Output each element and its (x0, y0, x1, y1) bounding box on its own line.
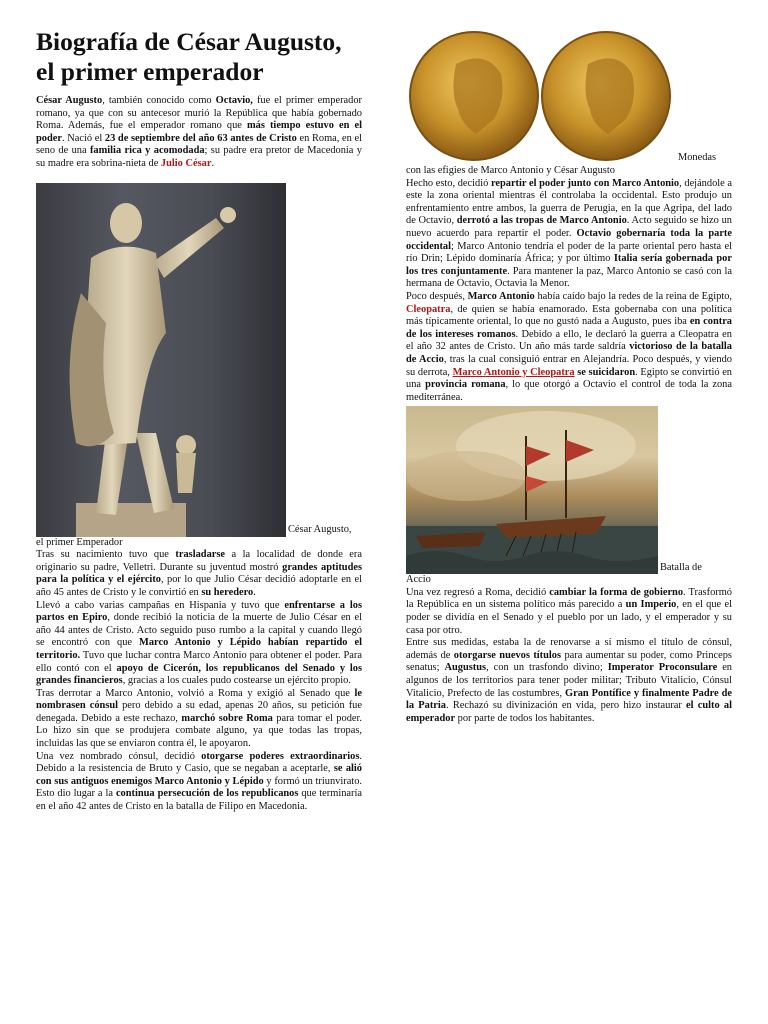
text-run: a la localidad de donde era originario su padre, Velletri. Durante su juventud mostró (36, 549, 362, 573)
bold-text: 23 de septiembre del año 63 antes de Cristo (104, 132, 297, 144)
bold-text: victorioso de la batalla de Accio (406, 341, 732, 365)
text-run: Una vez regresó a Roma, decidió (406, 586, 550, 598)
text-run: . Rechazó su divinización en vida, pero hizo instaurar (446, 700, 687, 712)
bold-text: en contra de los intereses romanos (406, 316, 732, 340)
bold-text: otorgarse nuevos títulos (453, 649, 562, 661)
text-run: . (211, 157, 215, 169)
text-run: Entre sus medidas, estaba la de renovarse a sí mismo el título de cónsul, además de (406, 637, 732, 661)
bold-text: Marco Antonio (467, 290, 535, 302)
bold-text: Gran Pontífice y finalmente Padre de la Patria (406, 687, 732, 712)
statue-figure (36, 183, 362, 537)
coins-caption: Monedas (678, 152, 717, 164)
text-run: Hecho esto, decidió (406, 177, 491, 189)
bold-text: su heredero (201, 586, 254, 598)
text-run: ; Marco Antonio tendría el poder de la parte oriental pero hasta el río Drin; Lépido dominaría África; y por último (406, 240, 732, 265)
right-paragraph-2 (406, 291, 732, 404)
text-run: Llevó a cabo varias campañas en Hispania y tuvo que (36, 599, 285, 611)
bold-text: repartir el poder junto con Marco Antonio (490, 177, 680, 189)
right-paragraph-3 (406, 587, 732, 637)
bold-text: derrotó a las tropas de Marco Antonio (456, 215, 627, 227)
text-run: . Acto seguido se hizo un nuevo acuerdo para repartir el poder. (406, 215, 732, 239)
text-run: para aumentar su poder, como Princeps senatus; (406, 649, 732, 674)
text-run: fue el primer emperador romano, ya que con su antecesor murió la República que había gobernado Roma. Además, fue el emperador romano que (36, 95, 362, 132)
right-paragraph-1 (406, 178, 732, 291)
left-paragraph-3 (36, 688, 362, 751)
coins-figure (406, 24, 732, 165)
bold-text: más tiempo estuvo en el poder (36, 120, 362, 144)
text-run: Tuvo que luchar contra Marco Antonio para obtener el poder. Para ello contó con el (36, 649, 362, 674)
bold-text: continua persecución de los republicanos (115, 788, 299, 800)
text-run: había caído bajo la redes de la reina de Egipto, (534, 290, 732, 302)
battle-caption-line: Accio (406, 574, 431, 586)
battle-figure (406, 406, 732, 574)
bold-text: Octavio, (215, 95, 253, 106)
text-run: por parte de todos los habitantes. (455, 712, 595, 724)
bold-text: trasladarse (175, 549, 226, 561)
text-run: , gracias a los cuales pudo costearse un ejército propio. (122, 675, 351, 687)
text-run: en Roma, en el seno de una (36, 132, 362, 157)
text-run: , por lo que Julio César decidió adoptarle en el año 45 antes de Cristo y le convirtió en (36, 574, 362, 598)
inline-link[interactable]: Marco Antonio y Cleopatra (452, 366, 575, 378)
text-run: que terminaría en el año 42 antes de Cristo en la batalla de Filipo en Macedonia. (36, 788, 362, 813)
left-paragraph-4 (36, 751, 362, 814)
text-run: . Para mantener la paz, Marco Antonio se casó con la hermana de Octavio, Octavia la Menor. (406, 265, 732, 290)
text-run: en algunos de los territorios para tener poder militar; Tributo Vitalicio, Cónsul Vitalicio, Prefecto de las costumbres, (406, 662, 733, 699)
bold-text: cambiar la forma de gobierno (549, 586, 684, 598)
bold-text: Imperator Proconsulare (607, 662, 718, 674)
text-run: Tras derrotar a Marco Antonio, volvió a Roma y exigió al Senado que (36, 687, 355, 699)
text-run: . Debido a ello, le declaró la guerra a Cleopatra en el año 32 antes de Cristo. Un año más tarde saldría (406, 328, 732, 353)
text-run: , en el que el poder se dividía en el Senado y el pueblo por un lado, y el emperador y su casa por otro. (406, 599, 732, 636)
text-run: pero debido a su edad, apenas 20 años, su petición fue denegada. Debido a este rechazo, (36, 700, 362, 724)
bold-text: marchó sobre Roma (181, 712, 273, 724)
bold-text: familia rica y acomodada (89, 145, 205, 157)
augustus-statue-image (36, 183, 286, 537)
bold-text: el culto al emperador (406, 700, 732, 724)
right-column (406, 24, 732, 725)
text-run: , también conocido como (102, 95, 216, 106)
text-run: . (253, 586, 256, 598)
coins-caption-line: con las efigies de Marco Antonio y César Augusto (406, 165, 615, 176)
bold-text: se suicidaron (577, 366, 636, 378)
intro-paragraph (36, 95, 362, 171)
text-run: . Trasformó la República en un sistema político más parecido a (406, 586, 732, 611)
bold-text: César Augusto (36, 95, 103, 106)
coins-image (406, 24, 674, 165)
text-run: Poco después, (406, 290, 468, 302)
bold-text: otorgarse poderes extraordinarios (201, 750, 360, 762)
left-column (36, 0, 362, 814)
bold-text: Cleopatra (406, 303, 451, 315)
statue-caption: César Augusto, (288, 523, 352, 535)
bold-text: grandes aptitudes para la política y el ejército (36, 561, 362, 586)
text-run: Tras su nacimiento tuvo que (36, 549, 176, 561)
text-run: . Egipto se convirtió en una (406, 366, 732, 391)
text-run: , dejándole a este la zona oriental mientras él controlaba la occidental. Esto produjo un enfrentamiento entre ambos, la guerra de Perugia, en la que Agripa, del lado de Octavio, (406, 177, 733, 227)
text-run: ; su padre era pretor de Macedonia y su madre era sobrina-nieta de (36, 145, 362, 169)
bold-text: provincia romana (425, 379, 506, 391)
bold-text: un Imperio (625, 599, 677, 611)
text-run: , tras la cual consiguió entrar en Alejandría. Poco después, y viendo su derrota, (406, 353, 732, 378)
text-run: , donde recibió la noticia de la muerte de Julio César en el año 44 antes de Cristo. Acto seguido puso rumbo a la capital y cuando llegó se encontró con que (36, 612, 362, 649)
battle-caption: Batalla de (660, 561, 702, 573)
battle-of-actium-image (406, 406, 658, 574)
text-run: , de quien se había enamorado. Esta gobernaba con una política más típicamente oriental, lo que no gustó nada a Augusto, pues iba (406, 303, 732, 328)
bold-text: Augustus (444, 662, 487, 674)
text-run: , con un trasfondo divino; (486, 662, 608, 674)
text-run: para tomar el poder. Lo hizo sin que se produjera combate alguno, ya que todas las tropas, incluidas las que se enviaron contra él, le apoyaron. (36, 712, 362, 750)
bold-text: Octavio gobernaría toda la parte occidental (406, 227, 732, 252)
statue-caption-line: el primer Emperador (36, 536, 123, 548)
text-run: Una vez nombrado cónsul, decidió (36, 750, 202, 762)
bold-text: le nombrasen cónsul (36, 687, 362, 712)
text-run: y formó un triunvirato. Esto dio lugar a la (36, 775, 362, 800)
text-run: . Debido a la resistencia de Bruto y Casio, que se negaban a aceptarle, (36, 750, 362, 775)
left-paragraph-1 (36, 549, 362, 599)
left-paragraph-2 (36, 600, 362, 688)
bold-text: se alió con sus antiguos enemigos Marco Antonio y Lépido (36, 763, 363, 787)
bold-text: enfrentarse a los partos en Epiro (36, 599, 362, 624)
bold-text: Marco Antonio y Lépido habían repartido el territorio. (36, 637, 362, 661)
page-title: Biografía de César Augusto, el primer emperador (36, 27, 342, 86)
text-run: . Nació el (61, 132, 105, 144)
bold-text: Julio César (160, 157, 212, 169)
bold-text: apoyo de Cicerón, los republicanos del Senado y los grandes financieros (36, 662, 362, 687)
bold-text: Italia sería gobernada por los tres conjuntamente (406, 253, 732, 277)
right-paragraph-4 (406, 637, 732, 725)
text-run: , lo que otorgó a Octavio el control de toda la zona mediterránea. (406, 379, 732, 403)
